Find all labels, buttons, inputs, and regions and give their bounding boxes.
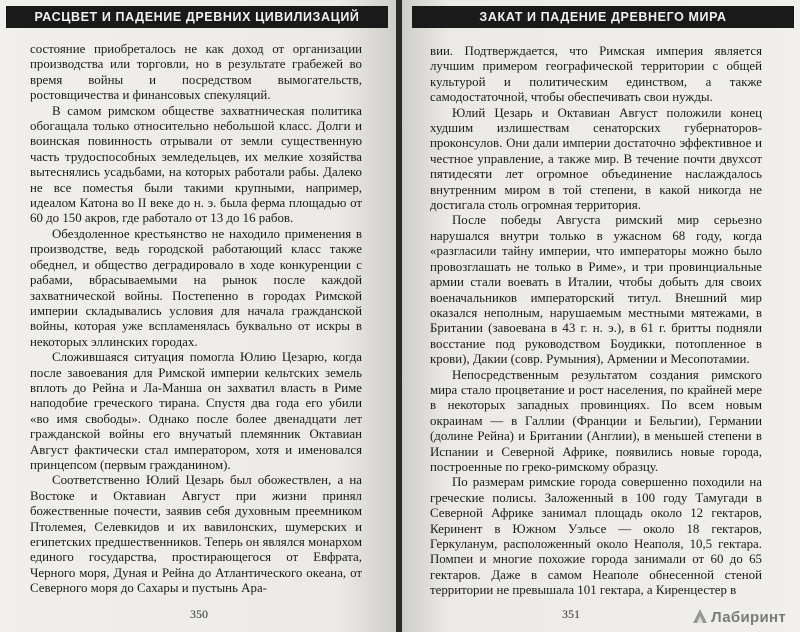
paragraph: вии. Подтверждается, что Римская империя является лучшим примером географической территории с общей культурой и политическим единством, а также самодостаточной, чтобы обеспечивать свои нужды.	[430, 44, 762, 105]
paragraph: По размерам римские города совершенно походили на греческие полисы. Заложенный в 100 году Тамугади в Северной Африке занимал площадь около 12 гектаров, Керинент в Южном Уэльсе — около 18 гектаров, Геркуланум, расположенный около Неаполя, 10,5 гектара. Помпеи и многие похожие города занимали от 60 до 65 гектаров. Даже в самом Неаполе обнесенной стеной территории не превышала 101 гектара, а Киренцестер в	[430, 475, 762, 598]
labirint-logo-icon	[691, 607, 709, 625]
paragraph: Непосредственным результатом создания римского мира стало процветание и рост населения, по крайней мере в некоторых западных провинциях. По всем новым окраинам — в Галлии (Франции и Бельгии), Германии (долине Рейна) и Британии (Англии), в меньшей степени в Испании и Северной Африке, появились новые города, построенные по греко-римскому образцу.	[430, 367, 762, 474]
paragraph: Обездоленное крестьянство не находило применения в производстве, ведь городской работающий класс также обеднел, и общество деградировало в ходе конкуренции с рабами, вбрасываемыми на рынок после каждой захватнической войны. Постепенно в городах Римской империи складывались условия для начала гражданской войны, которая уже вспламенялась буквально от искры в некоторых эллинских городах.	[30, 226, 362, 349]
body-text	[430, 44, 762, 599]
page-number: 350	[190, 607, 208, 621]
paragraph: Соответственно Юлий Цезарь был обожествлен, а на Востоке и Октавиан Август при жизни принял божественные почести, заявив себя духовным преемником Птолемея, Селевкидов и их вавилонских, шумерских и египетских предшественников. Теперь он являлся монархом единого государства, простирающегося от Евфрата, Черного моря, Дуная и Рейна до Атлантического океана, от Северного моря до Сахары и пустынь Ара-	[30, 473, 362, 596]
running-header: РАСЦВЕТ И ПАДЕНИЕ ДРЕВНИХ ЦИВИЛИЗАЦИЙ	[6, 6, 388, 28]
body-text	[30, 42, 362, 597]
paragraph: После победы Августа римский мир серьезно нарушался внутри только в ужасном 68 году, когда «разгласили тайну империи, что императоры можно было провозглашать не только в Риме», и три провинциальные армии стали воевать в Италии, чтобы добыть для своих военачальников императорский титул. Внешний мир оказался неполным, нарушаемым местными мятежами, в Британии (завоевана в 43 г. н. э.), в 61 г. бритты подняли восстание под руководством Боудикки, потопленное в крови), Дакии (совр. Румыния), Армении и Месопотамии.	[430, 213, 762, 367]
page-number: 351	[562, 607, 580, 621]
right-page	[402, 0, 800, 632]
watermark-text: Лабиринт	[711, 609, 786, 626]
paragraph: В самом римском обществе захватническая политика обогащала только относительно небольшой класс. Долги и воинская повинность отрывали от земли существенную часть трудоспособных земледельцев, их мелкие хозяйства вытеснялись усадьбами, на которых работали рабы. Далеко не все поместья были такими крупными, например, идеалом Катона во II веке до н. э. была ферма площадью от 60 до 150 акров, где работало от 13 до 16 рабов.	[30, 103, 362, 226]
left-page	[0, 0, 398, 632]
watermark	[691, 607, 786, 626]
paragraph: Сложившаяся ситуация помогла Юлию Цезарю, когда после завоевания для Римской империи кельтских земель вплоть до Рейна и Ла-Манша он захватил власть в Риме наподобие греческого тирана. Спустя два года его убили «во имя свободы». Однако после более двенадцати лет гражданской войны его внучатый племянник Октавиан Август фактически стал императором, хотя и именовался принцепсом (первым гражданином).	[30, 350, 362, 472]
running-header: ЗАКАТ И ПАДЕНИЕ ДРЕВНЕГО МИРА	[412, 6, 794, 28]
paragraph: Юлий Цезарь и Октавиан Август положили конец худшим излишествам сенаторских губернаторов-проконсулов. Они дали империи достаточно эффективное и честное управление, а также мир. В течение почти двухсот пятидесяти лет огромное объединение наслаждалось внутренним миром в той степени, в какой никогда не достигала столь огромная территория.	[430, 105, 762, 213]
paragraph: состояние приобреталось не как доход от организации производства или торговли, но в результате грабежей во время войны и посредством вымогательств, ростовщичества и финансовых спекуляций.	[30, 42, 362, 103]
